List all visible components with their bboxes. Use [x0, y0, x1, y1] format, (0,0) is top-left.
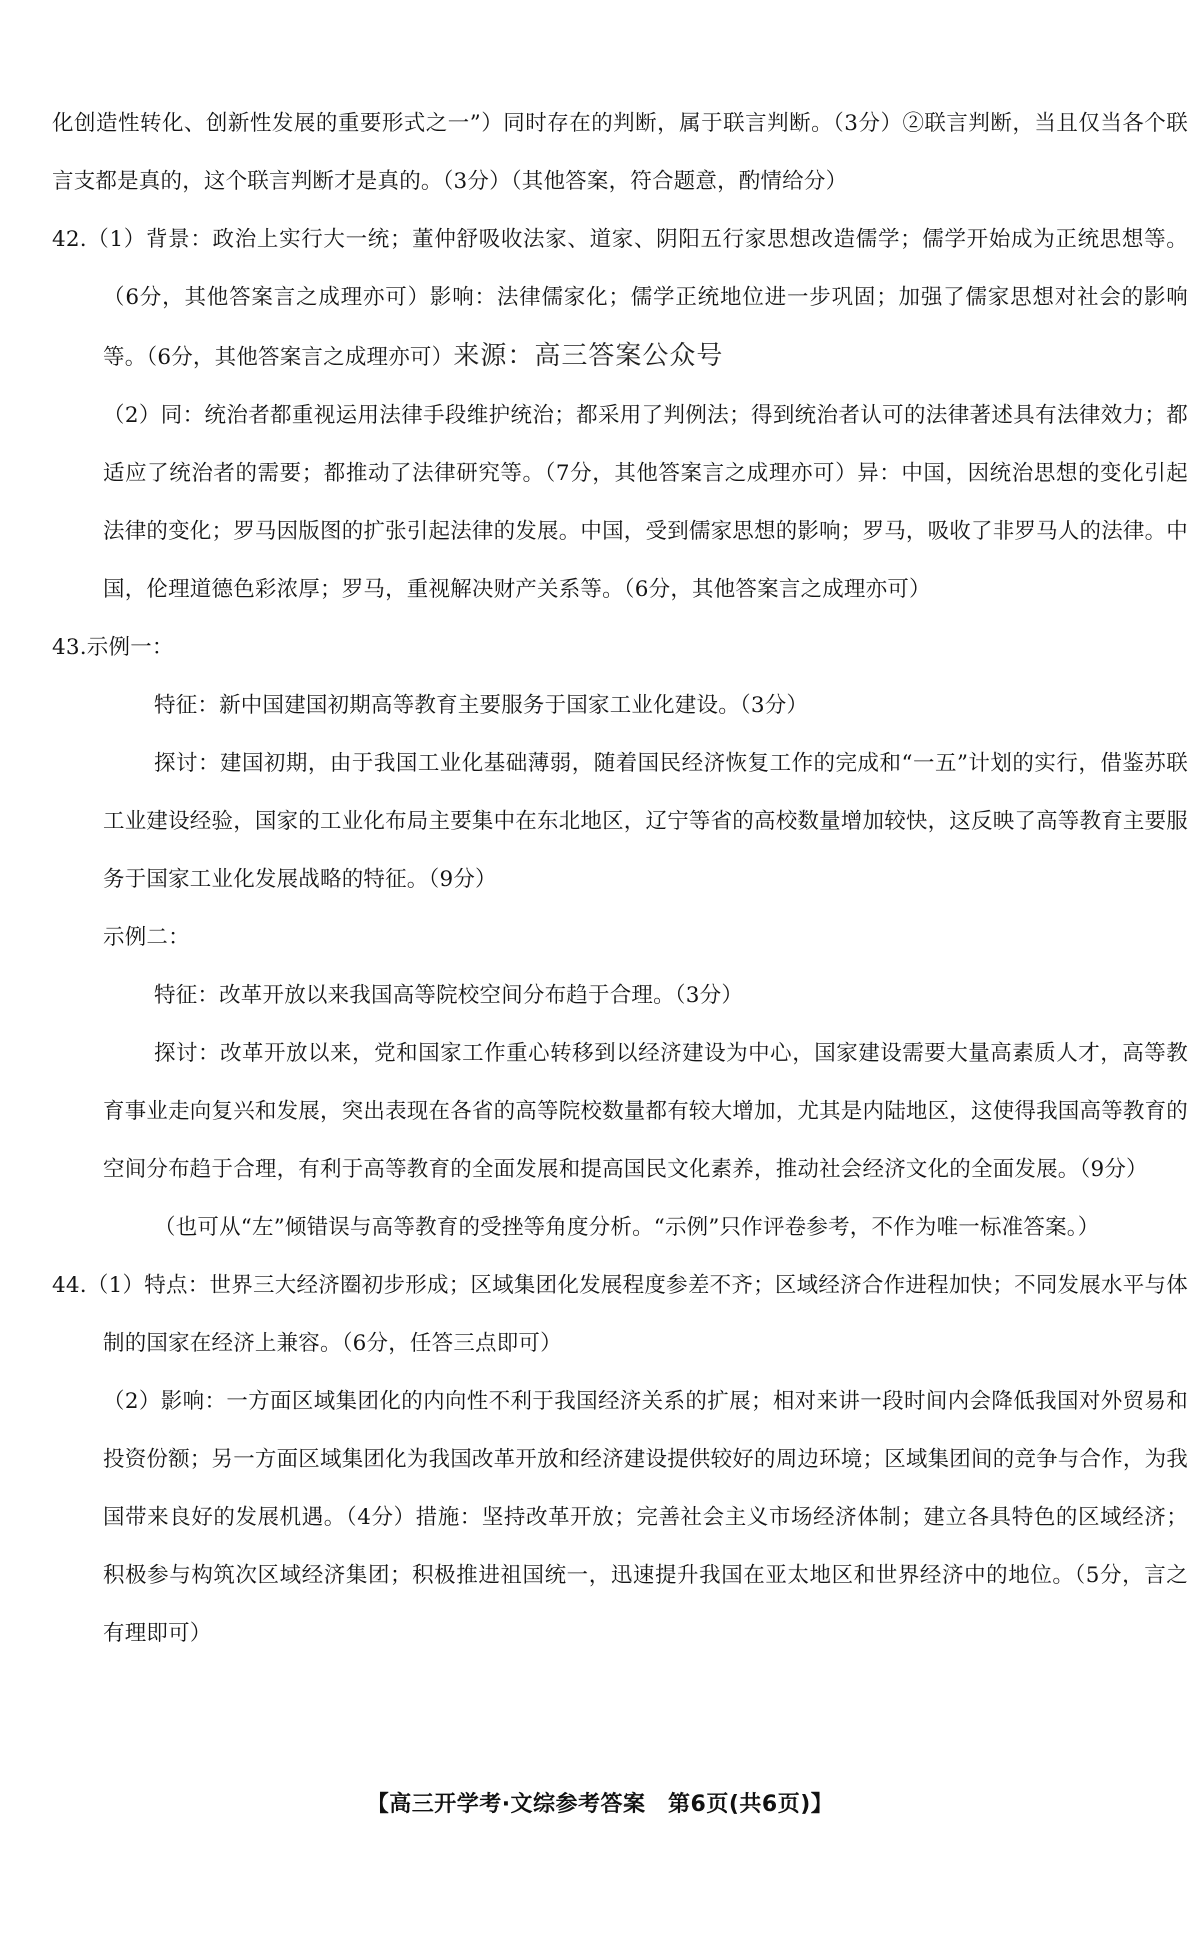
q43-heading: 43.示例一： — [52, 635, 174, 660]
page-footer: 【高三开学考·文综参考答案 第6页(共6页)】 — [366, 1792, 834, 1817]
q44-part1: 44.（1）特点：世界三大经济圈初步形成；区域集团化发展程度参差不齐；区域经济合作进程加快；不同发展水平与体制的国家在经济上兼容。（6分，任答三点即可） — [52, 1273, 1188, 1356]
q42-part1 — [52, 211, 1188, 387]
q44-part2: （2）影响：一方面区域集团化的内向性不利于我国经济关系的扩展；相对来讲一段时间内会降低我国对外贸易和投资份额；另一方面区域集团化为我国改革开放和经济建设提供较好的周边环境；区域集团间的竞争与合作，为我国带来良好的发展机遇。（4分）措施：坚持改革开放；完善社会主义市场经济体制；建立各具特色的区域经济；积极参与构筑次区域经济集团；积极推进祖国统一，迅速提升我国在亚太地区和世界经济中的地位。（5分，言之有理即可） — [103, 1389, 1189, 1646]
continuation-paragraph: 化创造性转化、创新性发展的重要形式之一”）同时存在的判断，属于联言判断。（3分）②联言判断，当且仅当各个联言支都是真的，这个联言判断才是真的。（3分）（其他答案，符合题意，酌情给分） — [52, 111, 1188, 194]
q43-example2-discussion: 探讨：改革开放以来，党和国家工作重心转移到以经济建设为中心，国家建设需要大量高素质人才，高等教育事业走向复兴和发展，突出表现在各省的高等院校数量都有较大增加，尤其是内陆地区，这使得我国高等教育的空间分布趋于合理，有利于高等教育的全面发展和提高国民文化素养，推动社会经济文化的全面发展。（9分） — [103, 1041, 1189, 1182]
q43-note: （也可从“左”倾错误与高等教育的受挫等角度分析。“示例”只作评卷参考，不作为唯一标准答案。） — [154, 1215, 1100, 1240]
q43-example1-discussion: 探讨：建国初期，由于我国工业化基础薄弱，随着国民经济恢复工作的完成和“一五”计划的实行，借鉴苏联工业建设经验，国家的工业化布局主要集中在东北地区，辽宁等省的高校数量增加较快，这反映了高等教育主要服务于国家工业化发展战略的特征。（9分） — [103, 751, 1189, 892]
q42-part2: （2）同：统治者都重视运用法律手段维护统治；都采用了判例法；得到统治者认可的法律著述具有法律效力；都适应了统治者的需要；都推动了法律研究等。（7分，其他答案言之成理亦可）异：中国，因统治思想的变化引起法律的变化；罗马因版图的扩张引起法律的发展。中国，受到儒家思想的影响；罗马，吸收了非罗马人的法律。中国，伦理道德色彩浓厚；罗马，重视解决财产关系等。（6分，其他答案言之成理亦可） — [103, 403, 1189, 602]
source-watermark: 来源：高三答案公众号 — [453, 341, 724, 371]
answer-content — [52, 95, 1188, 1663]
q43-example2-heading: 示例二： — [103, 925, 190, 950]
q43-example1-feature: 特征：新中国建国初期高等教育主要服务于国家工业化建设。（3分） — [154, 693, 809, 718]
q42-part1-text: 42.（1）背景：政治上实行大一统；董仲舒吸收法家、道家、阴阳五行家思想改造儒学；儒学开始成为正统思想等。（6分，其他答案言之成理亦可）影响：法律儒家化；儒学正统地位进一步巩固；加强了儒家思想对社会的影响等。（6分，其他答案言之成理亦可） — [52, 227, 1188, 370]
q43-example2-feature: 特征：改革开放以来我国高等院校空间分布趋于合理。（3分） — [154, 983, 744, 1008]
